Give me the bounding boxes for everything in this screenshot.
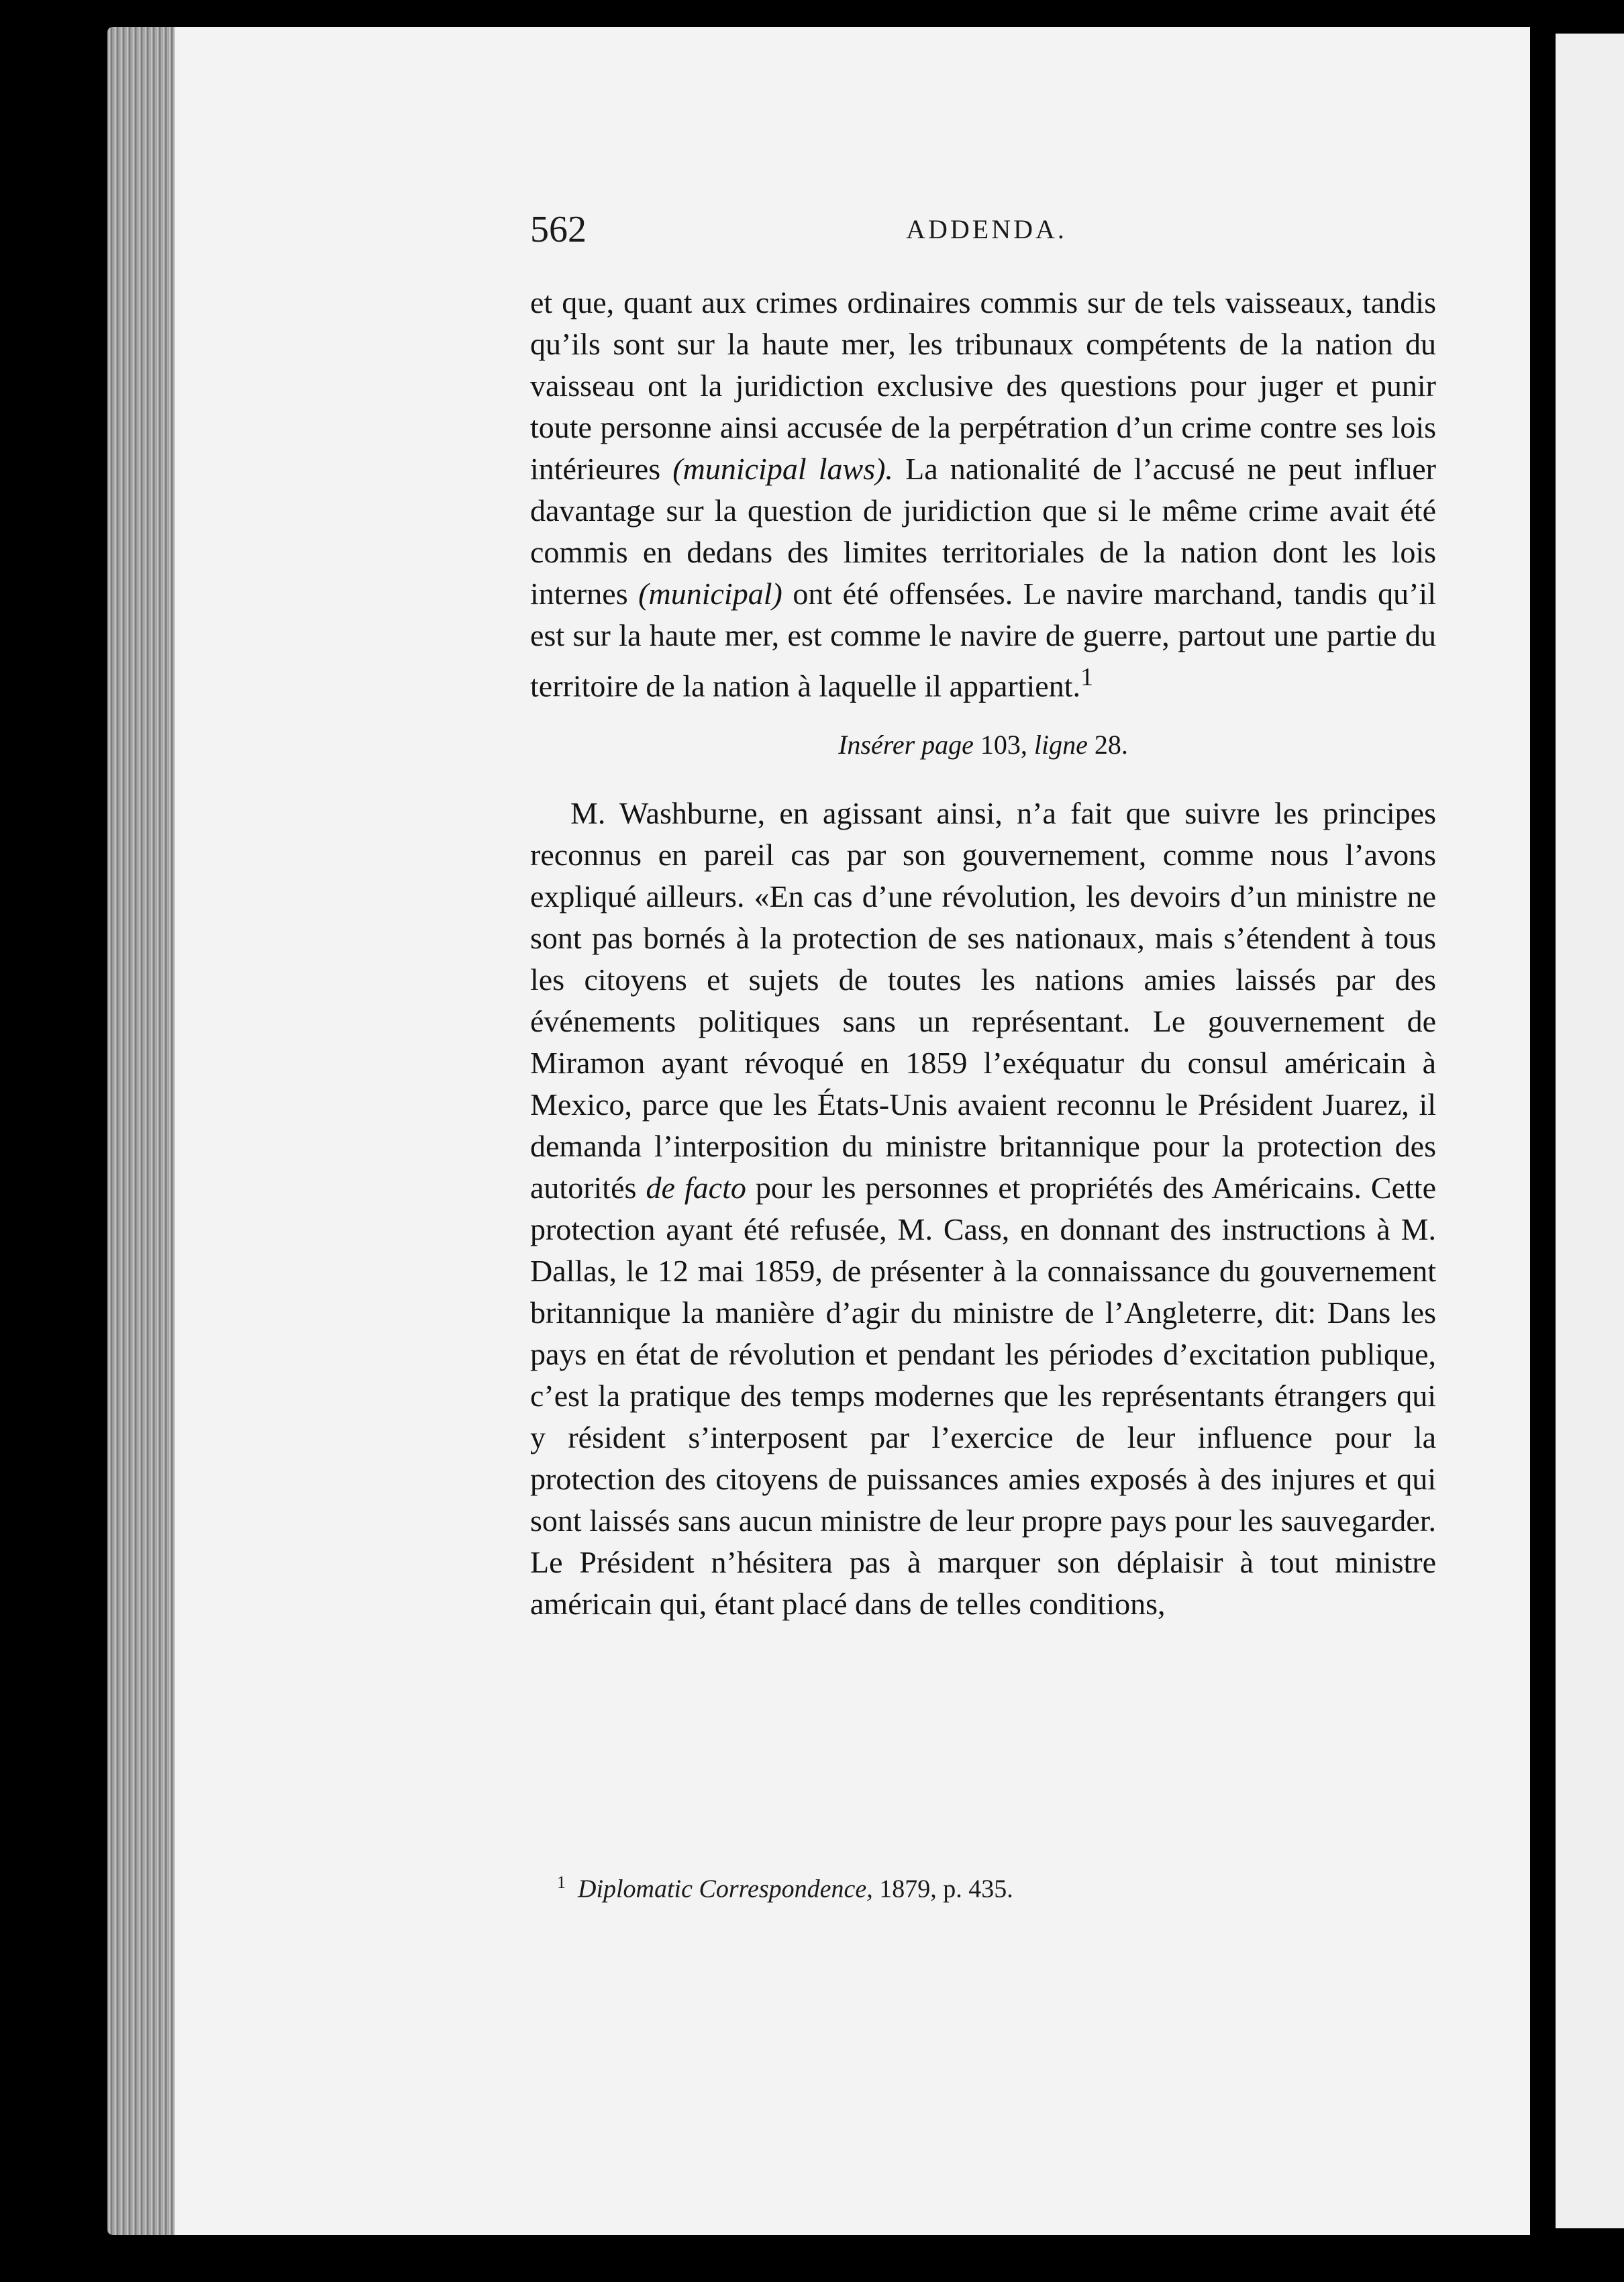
page-word: page xyxy=(921,730,974,760)
paragraph-1-italic-a: (municipal laws). xyxy=(672,452,893,486)
footnote xyxy=(557,1873,1429,1904)
page-value: 103, xyxy=(980,730,1027,760)
paragraph-1-text-b: La nationalité de l’accusé ne peut influer davantage sur la question de juridiction que si le même crime avait été commis en dedans des limites territoriales de la nation dont les lois internes xyxy=(530,452,1437,611)
insert-note xyxy=(530,724,1436,766)
line-value: 28. xyxy=(1094,730,1128,760)
line-word: ligne xyxy=(1033,730,1088,760)
footnote-mark: 1 xyxy=(557,1873,566,1892)
paragraph-1-italic-b: (municipal) xyxy=(638,577,782,611)
paragraph-2-text-a: M. Washburne, en agissant ainsi, n’a fait que suivre les principes reconnus en pareil cas par son gouvernement, comme nous l’avons expliqué ailleurs. «En cas d’une révolution, les devoirs d’un ministre ne sont pas bornés à la protection de ses nationaux, mais s’étendent à tous les citoyens et sujets de toutes les nations amies laissés par des événements politiques sans un représentant. Le gouvernement de Miramon ayant révoqué en 1859 l’exéquatur du consul américain à Mexico, parce que les États-Unis avaient reconnu le Président Juarez, il demanda l’interposition du ministre britannique pour la protection des autorités xyxy=(530,796,1436,1205)
paragraph-2-italic-a: de facto xyxy=(646,1171,746,1205)
paragraph-1-text-a: et que, quant aux crimes ordinaires commis sur de tels vaisseaux, tandis qu’ils sont sur la haute mer, les tribunaux compétents de la nation du vaisseau ont la juridiction exclusive des questions pour juger et punir toute personne ainsi accusée de la perpétration d’un crime contre ses lois intérieures xyxy=(530,285,1436,486)
paragraph-1 xyxy=(530,282,1436,707)
page-number: 562 xyxy=(530,209,587,250)
paragraph-2-text-b: pour les personnes et propriétés des Américains. Cette protection ayant été refusée, M. Cass, en donnant des instructions à M. Dallas, le 12 mai 1859, de présenter à la connaissance du gouvernement britannique la manière d’agir du ministre de l’Angleterre, dit: Dans les pays en état de révolution et pendant les périodes d’excitation publique, c’est la pratique des temps modernes que les représentants étrangers qui y résident s’interposent par l’exercice de leur influence pour la protection des citoyens de puissances amies exposés à des injures et qui sont laissés sans aucun ministre de leur propre pays pour les sauvegarder. Le Président n’hésitera pas à marquer son déplaisir à tout ministre américain qui, étant placé dans de telles conditions, xyxy=(530,1171,1437,1622)
footnote-italic: Diplomatic Correspondence, xyxy=(578,1875,873,1903)
body-text xyxy=(530,282,1436,1625)
insert-word: Insérer xyxy=(838,730,915,760)
facing-page-strip xyxy=(1556,34,1624,2228)
footnote-reference: 1 xyxy=(1080,663,1094,691)
running-title: ADDENDA. xyxy=(906,214,1067,244)
footnote-text: 1879, p. 435. xyxy=(872,1875,1013,1903)
paragraph-1-text-c: ont été offensées. Le navire marchand, tandis qu’il est sur la haute mer, est comme le navire de guerre, partout une partie du territoire de la nation à laquelle il appartient. xyxy=(530,577,1436,703)
paragraph-2 xyxy=(530,793,1436,1625)
page-header xyxy=(530,208,1443,262)
